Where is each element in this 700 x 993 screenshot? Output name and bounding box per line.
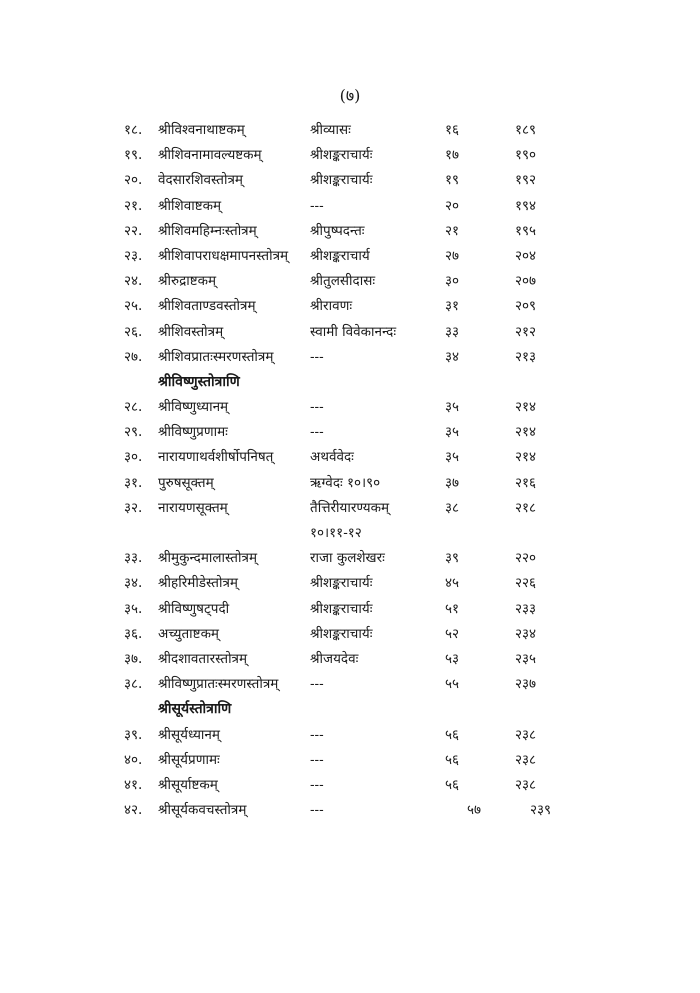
toc-row [0, 219, 700, 244]
entry-author: --- [310, 802, 324, 819]
entry-original-page: १८९ [515, 122, 537, 138]
entry-title: पुरुषसूक्तम् [158, 474, 214, 491]
entry-page: ५२ [445, 625, 460, 642]
entry-original-page: २३९ [530, 802, 552, 819]
entry-page: १७ [445, 147, 460, 164]
entry-page: ३८ [445, 499, 460, 516]
toc-row [0, 395, 700, 420]
toc-row [0, 748, 700, 773]
entry-title: श्रीशिवस्तोत्रम् [158, 323, 224, 340]
entry-number: ३२. [124, 499, 143, 516]
toc-row [0, 597, 700, 622]
entry-number: २१. [124, 197, 143, 214]
entry-number: ३१. [124, 474, 143, 491]
section-heading-vishnu [0, 370, 700, 395]
entry-page: ३९ [445, 550, 460, 567]
entry-page: ३५ [445, 424, 460, 441]
entry-original-page: २३५ [515, 650, 537, 667]
table-of-contents [0, 118, 700, 823]
entry-author: श्रीशङ्कराचार्यः [310, 600, 373, 617]
toc-row [0, 143, 700, 168]
entry-original-page: २१४ [515, 399, 537, 416]
entry-author: --- [310, 776, 324, 793]
section-heading-text: श्रीविष्णुस्तोत्राणि [158, 373, 240, 390]
entry-number: १९. [124, 147, 143, 164]
continuation-text: १०।११-१२ [310, 525, 362, 541]
toc-row [0, 496, 700, 521]
entry-title: श्रीदशावतारस्तोत्रम् [158, 650, 248, 667]
entry-original-page: १९४ [515, 197, 537, 214]
entry-original-page: २१४ [515, 424, 537, 441]
entry-title: श्रीमुकुन्दमालास्तोत्रम् [158, 550, 258, 567]
entry-page: २० [445, 197, 460, 214]
entry-title: अच्युताष्टकम् [158, 625, 220, 642]
toc-row [0, 672, 700, 697]
entry-page: ५३ [445, 650, 460, 667]
entry-page: १६ [445, 122, 460, 138]
section-heading-surya [0, 697, 700, 722]
toc-row [0, 294, 700, 319]
entry-number: ३४. [124, 575, 143, 592]
toc-row [0, 445, 700, 470]
toc-row [0, 647, 700, 672]
entry-author: श्रीशङ्कराचार्यः [310, 625, 373, 642]
toc-row [0, 168, 700, 193]
toc-row [0, 118, 700, 143]
entry-original-page: २२६ [515, 575, 537, 592]
entry-number: २९. [124, 424, 143, 441]
entry-author: --- [310, 399, 324, 416]
toc-continuation-line [0, 521, 700, 546]
entry-original-page: २३८ [515, 776, 537, 793]
entry-author: श्रीपुष्पदन्तः [310, 222, 365, 239]
entry-number: २८. [124, 399, 143, 416]
entry-title: श्रीविष्णुध्यानम् [158, 399, 229, 416]
entry-original-page: २३४ [515, 625, 537, 642]
entry-author: अथर्ववेदः [310, 449, 354, 466]
entry-author: श्रीव्यासः [310, 122, 351, 138]
entry-original-page: २१६ [515, 474, 537, 491]
entry-page: ३४ [445, 348, 460, 365]
entry-number: ३३. [124, 550, 143, 567]
entry-page: ३५ [445, 449, 460, 466]
entry-number: ३८. [124, 676, 143, 693]
entry-original-page: २३३ [515, 600, 537, 617]
entry-number: ३९. [124, 726, 143, 743]
entry-author: श्रीजयदेवः [310, 650, 359, 667]
entry-title: श्रीसूर्यप्रणामः [158, 751, 220, 768]
toc-row [0, 798, 700, 823]
entry-author: स्वामी विवेकानन्दः [310, 323, 397, 340]
entry-page: ३१ [445, 298, 460, 315]
toc-row [0, 345, 700, 370]
toc-group-surya [0, 723, 700, 824]
entry-page: ३० [445, 273, 460, 290]
entry-original-page: २१४ [515, 449, 537, 466]
entry-author: तैत्तिरीयारण्यकम् [310, 499, 390, 516]
toc-row [0, 622, 700, 647]
entry-number: २२. [124, 222, 143, 239]
entry-page: २७ [445, 247, 460, 264]
toc-row [0, 773, 700, 798]
entry-author: श्रीतुलसीदासः [310, 273, 376, 290]
entry-original-page: २३७ [515, 676, 537, 693]
entry-page: १९ [445, 172, 460, 189]
section-heading-text: श्रीसूर्यस्तोत्राणि [158, 701, 232, 718]
entry-title: वेदसारशिवस्तोत्रम् [158, 172, 243, 189]
entry-author: --- [310, 751, 324, 768]
entry-number: २४. [124, 273, 143, 290]
entry-author: --- [310, 726, 324, 743]
entry-original-page: २०७ [515, 273, 537, 290]
entry-author: ऋग्वेदः १०।९० [310, 474, 381, 491]
entry-page: ५६ [445, 726, 460, 743]
entry-original-page: १९० [515, 147, 537, 164]
entry-title: श्रीविष्णुषट्पदी [158, 600, 230, 617]
entry-author: श्रीशङ्कराचार्यः [310, 575, 373, 592]
entry-original-page: २०९ [515, 298, 537, 315]
entry-original-page: १९५ [515, 222, 537, 239]
toc-row [0, 194, 700, 219]
toc-row [0, 269, 700, 294]
entry-author: श्रीशङ्कराचार्य [310, 247, 370, 264]
entry-author: श्रीशङ्कराचार्यः [310, 147, 373, 164]
toc-row [0, 320, 700, 345]
entry-number: २०. [124, 172, 143, 189]
entry-title: श्रीशिवनामावल्यष्टकम् [158, 147, 262, 164]
entry-original-page: २३८ [515, 726, 537, 743]
entry-page: ३७ [445, 474, 460, 491]
entry-title: श्रीशिवाष्टकम् [158, 197, 222, 214]
entry-page: ३३ [445, 323, 460, 340]
entry-number: २७. [124, 348, 143, 365]
entry-author: श्रीरावणः [310, 298, 353, 315]
entry-number: २६. [124, 323, 143, 340]
toc-row [0, 471, 700, 496]
entry-author: --- [310, 197, 324, 214]
page-number: (७) [339, 86, 361, 105]
toc-group-vishnu-2 [0, 546, 700, 697]
entry-number: १८. [124, 122, 143, 138]
entry-page: ४५ [445, 575, 460, 592]
entry-title: नारायणाथर्वशीर्षोपनिषत् [158, 449, 274, 466]
entry-title: श्रीविश्वनाथाष्टकम् [158, 122, 245, 138]
toc-row [0, 571, 700, 596]
entry-title: श्रीविष्णुप्रणामः [158, 424, 228, 441]
toc-row [0, 420, 700, 445]
entry-author: --- [310, 424, 324, 441]
entry-page: ५७ [467, 802, 482, 819]
entry-number: ४०. [124, 751, 143, 768]
entry-title: श्रीसूर्यकवचस्तोत्रम् [158, 802, 247, 819]
entry-title: श्रीहरिमीडेस्तोत्रम् [158, 575, 239, 592]
toc-group-vishnu-1 [0, 395, 700, 521]
entry-title: श्रीरुद्राष्टकम् [158, 273, 217, 290]
entry-page: २१ [445, 222, 460, 239]
toc-row [0, 546, 700, 571]
entry-author: राजा कुलशेखरः [310, 550, 385, 567]
entry-title: श्रीसूर्यध्यानम् [158, 726, 220, 743]
entry-original-page: २०४ [515, 247, 537, 264]
entry-author: --- [310, 348, 324, 365]
entry-number: ३०. [124, 449, 143, 466]
entry-page: ५५ [445, 676, 460, 693]
entry-title: श्रीविष्णुप्रातःस्मरणस्तोत्रम् [158, 676, 279, 693]
entry-title: श्रीशिवमहिम्नःस्तोत्रम् [158, 222, 257, 239]
entry-title: श्रीसूर्याष्टकम् [158, 776, 218, 793]
entry-number: ३५. [124, 600, 143, 617]
toc-group-shiva [0, 118, 700, 370]
entry-number: ३६. [124, 625, 143, 642]
entry-page: ५१ [445, 600, 460, 617]
entry-number: २५. [124, 298, 143, 315]
entry-original-page: २१८ [515, 499, 537, 516]
entry-original-page: २१३ [515, 348, 537, 365]
entry-number: ४१. [124, 776, 143, 793]
entry-original-page: २२० [515, 550, 537, 567]
entry-number: ४२. [124, 802, 143, 819]
entry-original-page: १९२ [515, 172, 537, 189]
entry-page: ३५ [445, 399, 460, 416]
toc-row [0, 244, 700, 269]
entry-page: ५६ [445, 751, 460, 768]
entry-author: --- [310, 676, 324, 693]
entry-page: ५६ [445, 776, 460, 793]
entry-original-page: २१२ [515, 323, 537, 340]
entry-author: श्रीशङ्कराचार्यः [310, 172, 373, 189]
entry-title: नारायणसूक्तम् [158, 499, 228, 516]
entry-original-page: २३८ [515, 751, 537, 768]
entry-title: श्रीशिवापराधक्षमापनस्तोत्रम् [158, 247, 289, 264]
entry-title: श्रीशिवताण्डवस्तोत्रम् [158, 298, 256, 315]
toc-row [0, 723, 700, 748]
entry-number: ३७. [124, 650, 143, 667]
entry-title: श्रीशिवप्रातःस्मरणस्तोत्रम् [158, 348, 274, 365]
entry-number: २३. [124, 247, 143, 264]
